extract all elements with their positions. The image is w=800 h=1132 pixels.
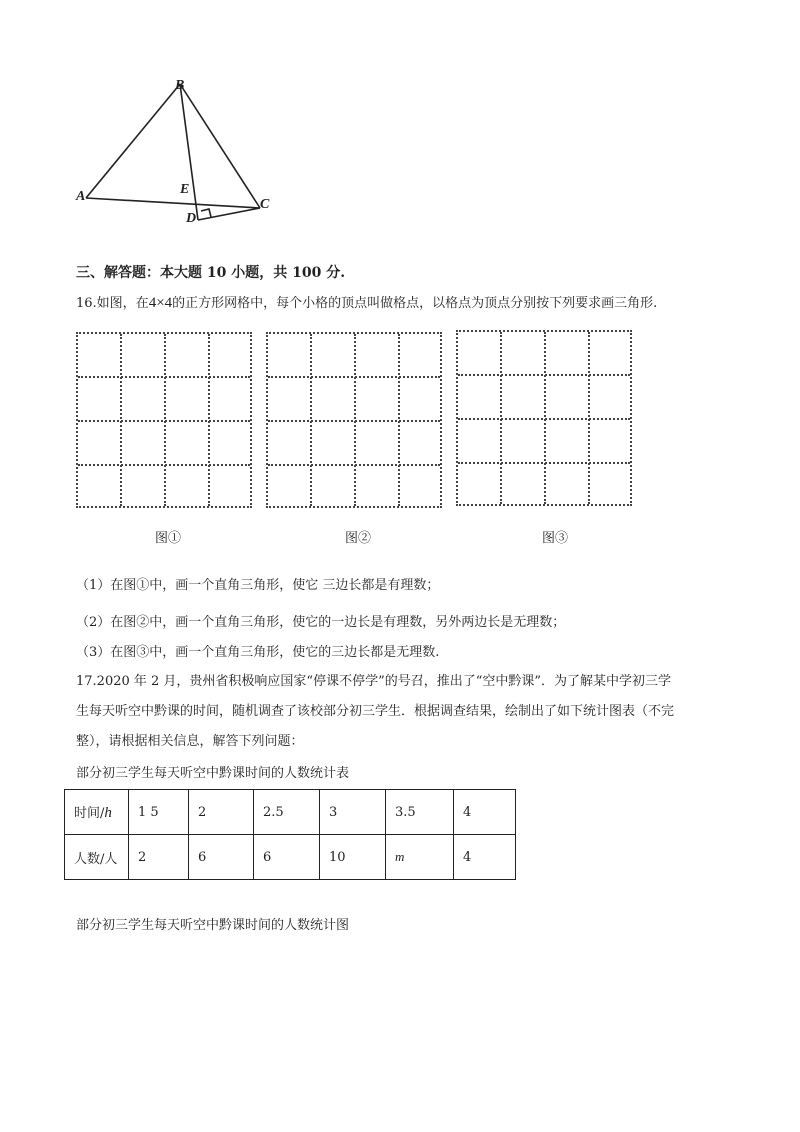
table-row-time: [65, 790, 516, 835]
vertex-label-b: B: [175, 78, 185, 93]
q17-line-3: 整），请根据相关信息，解答下列问题：: [76, 734, 304, 749]
q16-part-2: （2）在图②中，画一个直角三角形，使它的一边长是有理数，另外两边长是无理数；: [76, 615, 566, 630]
triangle-figure: [70, 70, 290, 240]
table-cell: 2.5: [254, 790, 320, 835]
q16-intro-math: 4×4: [148, 295, 173, 311]
section-title: 三、解答题：本大题 10 小题，共 100 分.: [76, 265, 346, 281]
q16-intro-suffix: 的正方形网格中，每个小格的顶点叫做格点，以格点为顶点分别按下列要求画三角形.: [172, 296, 658, 311]
grid-figure-1: [76, 332, 252, 508]
statistics-table: [64, 789, 516, 880]
grid-caption-1: 图①: [155, 531, 182, 546]
vertex-label-c: C: [260, 197, 270, 212]
table-cell: 2: [129, 835, 189, 880]
vertex-label-e: E: [180, 182, 190, 197]
chart-title: 部分初三学生每天听空中黔课时间的人数统计图: [76, 918, 350, 933]
q16-intro-prefix: 16.如图，在: [76, 296, 149, 311]
table-cell: 1 5: [129, 790, 189, 835]
q17-line-1: 17.2020 年 2 月，贵州省积极响应国家“停课不停学”的号召，推出了“空中黔课”．为了解某中学初三学: [76, 674, 672, 689]
q16-part-3: （3）在图③中，画一个直角三角形，使它的三边长都是无理数.: [76, 645, 440, 660]
q17-line-2: 生每天听空中黔课的时间，随机调查了该校部分初三学生．根据调查结果，绘制出了如下统计图表（不完: [76, 704, 675, 719]
vertex-label-d: D: [186, 211, 197, 226]
table-row-count: [65, 835, 516, 880]
table-cell-unknown: m: [386, 835, 454, 880]
vertex-label-a: A: [76, 189, 86, 204]
table-cell: 6: [254, 835, 320, 880]
grid-caption-2: 图②: [345, 531, 372, 546]
table-cell: 10: [320, 835, 386, 880]
table-cell: 6: [189, 835, 254, 880]
table-cell: 3: [320, 790, 386, 835]
table-title: 部分初三学生每天听空中黔课时间的人数统计表: [76, 766, 350, 781]
table-header-time: 时间/h: [65, 790, 129, 835]
table-header-count: 人数/人: [65, 835, 129, 880]
grid-figure-2: [266, 332, 442, 508]
grid-caption-3: 图③: [542, 531, 569, 546]
table-cell: 4: [454, 790, 516, 835]
table-cell: 2: [189, 790, 254, 835]
grid-figure-3: [456, 330, 632, 506]
table-cell: 3.5: [386, 790, 454, 835]
table-cell: 4: [454, 835, 516, 880]
question-16-intro: [76, 292, 657, 312]
q16-part-1: （1）在图①中，画一个直角三角形，使它 三边长都是有理数；: [76, 578, 440, 593]
